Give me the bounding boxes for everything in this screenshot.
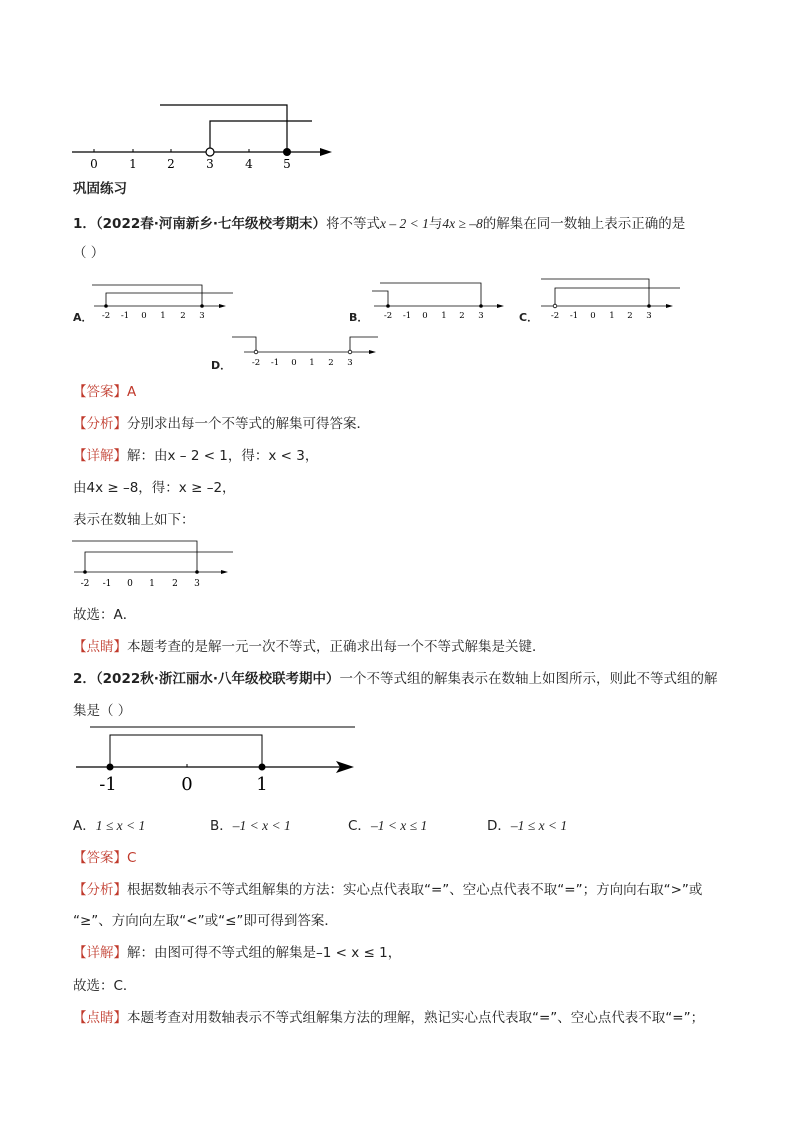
q1-option-c-axis[interactable] <box>535 275 685 325</box>
q1-source: （2022春·河南新乡·七年级校考期末） <box>95 216 326 232</box>
svg-text:3: 3 <box>478 311 484 321</box>
bracket-right-from-3 <box>210 121 312 152</box>
q1-option-d-axis[interactable] <box>230 332 385 372</box>
svg-text:0: 0 <box>181 774 193 795</box>
svg-text:2: 2 <box>627 311 633 321</box>
q1-option-a-label[interactable]: A． <box>73 311 93 324</box>
q1-choice: 故选：A． <box>73 607 137 623</box>
q2-answer: 【答案】C <box>73 850 137 866</box>
q1-solution-axis <box>70 538 240 593</box>
q1-answer: 【答案】A <box>73 384 137 400</box>
solid-dot-5 <box>283 148 291 156</box>
svg-text:1: 1 <box>149 579 155 589</box>
q1-text: 的解集在同一数轴上表示正确的是 <box>482 216 686 232</box>
svg-text:-2: -2 <box>550 311 560 321</box>
open-dot-3 <box>206 148 214 156</box>
svg-text:-1: -1 <box>99 774 117 795</box>
svg-text:-1: -1 <box>402 311 412 321</box>
q1-analysis: 【分析】分别求出每一个不等式的解集可得答案． <box>73 416 370 432</box>
svg-text:1: 1 <box>309 358 315 368</box>
q1-detail-1: 【详解】解：由x – 2 < 1，得：x < 3， <box>73 448 319 464</box>
svg-text:2: 2 <box>172 579 178 589</box>
q1-option-c-label[interactable]: C． <box>519 311 539 324</box>
svg-text:-2: -2 <box>80 579 90 589</box>
svg-text:-2: -2 <box>251 358 261 368</box>
axis-arrow <box>320 148 332 156</box>
tick-label: 3 <box>206 157 214 171</box>
q1-option-d-label[interactable]: D． <box>211 359 232 372</box>
svg-text:-1: -1 <box>569 311 579 321</box>
q1-ineq2: 4x ≥ –8 <box>442 216 483 231</box>
section-title: 巩固练习 <box>73 181 127 197</box>
q2-detail: 【详解】解：由图可得不等式组的解集是–1 < x ≤ 1， <box>73 945 402 961</box>
q2-option-a[interactable]: A．1 ≤ x < 1 <box>73 818 146 834</box>
svg-text:-2: -2 <box>101 311 111 321</box>
q2-analysis-2: “≥”、方向向左取“<”或“≤”即可得到答案． <box>73 913 338 929</box>
svg-text:2: 2 <box>328 358 334 368</box>
tick-label: 5 <box>283 157 291 171</box>
tick-label: 4 <box>245 157 253 171</box>
svg-text:-1: -1 <box>270 358 280 368</box>
svg-text:3: 3 <box>199 311 205 321</box>
q2-comment: 【点睛】本题考查对用数轴表示不等式组解集方法的理解，熟记实心点代表取“=”、空心点代表不取“=”； <box>73 1010 705 1026</box>
q1-option-b-axis[interactable] <box>370 275 520 325</box>
svg-text:-1: -1 <box>102 579 112 589</box>
q1-number: 1． <box>73 216 96 232</box>
q1-text: 将不等式 <box>326 216 380 232</box>
q1-detail-3: 表示在数轴上如下： <box>73 512 195 528</box>
q2-option-b[interactable]: B．–1 < x < 1 <box>210 818 291 834</box>
q2-stem: 2．（2022秋·浙江丽水·八年级校联考期中）一个不等式组的解集表示在数轴上如图所示，则此不等式组的解 <box>73 671 718 687</box>
svg-text:1: 1 <box>441 311 447 321</box>
svg-text:1: 1 <box>609 311 615 321</box>
bracket-left-to-5 <box>160 105 287 152</box>
svg-text:0: 0 <box>127 579 133 589</box>
svg-text:0: 0 <box>590 311 596 321</box>
svg-text:1: 1 <box>256 774 268 795</box>
tick-label: 0 <box>90 157 98 171</box>
q2-choice: 故选：C． <box>73 978 137 994</box>
svg-text:3: 3 <box>646 311 652 321</box>
q1-detail-2: 由4x ≥ –8，得：x ≥ –2， <box>73 480 236 496</box>
tick-label: 2 <box>167 157 175 171</box>
q1-comment: 【点睛】本题考查的是解一元一次不等式，正确求出每一个不等式解集是关键． <box>73 639 546 655</box>
top-number-line <box>60 95 350 175</box>
svg-text:2: 2 <box>180 311 186 321</box>
q1-paren: （ ） <box>73 245 105 261</box>
q1-text: 与 <box>428 216 443 232</box>
svg-text:3: 3 <box>194 579 200 589</box>
svg-text:1: 1 <box>160 311 166 321</box>
q1-ineq1: x – 2 < 1 <box>380 216 429 231</box>
svg-text:0: 0 <box>141 311 147 321</box>
q2-number-line <box>70 722 360 797</box>
q1-option-b-label[interactable]: B． <box>349 311 369 324</box>
svg-text:-1: -1 <box>120 311 130 321</box>
svg-text:0: 0 <box>291 358 297 368</box>
q1-stem <box>73 214 685 234</box>
svg-text:3: 3 <box>347 358 353 368</box>
q2-stem-cont: 集是（ ） <box>73 703 132 719</box>
tick-label: 1 <box>129 157 137 171</box>
q2-option-d[interactable]: D．–1 ≤ x < 1 <box>487 818 568 834</box>
q1-option-a-axis[interactable] <box>90 275 240 325</box>
q2-analysis-1: 【分析】根据数轴表示不等式组解集的方法：实心点代表取“=”、空心点代表不取“=”；方向向右取“>”或 <box>73 882 703 898</box>
svg-text:0: 0 <box>422 311 428 321</box>
svg-text:-2: -2 <box>383 311 393 321</box>
q2-option-c[interactable]: C．–1 < x ≤ 1 <box>348 818 428 834</box>
svg-text:2: 2 <box>459 311 465 321</box>
